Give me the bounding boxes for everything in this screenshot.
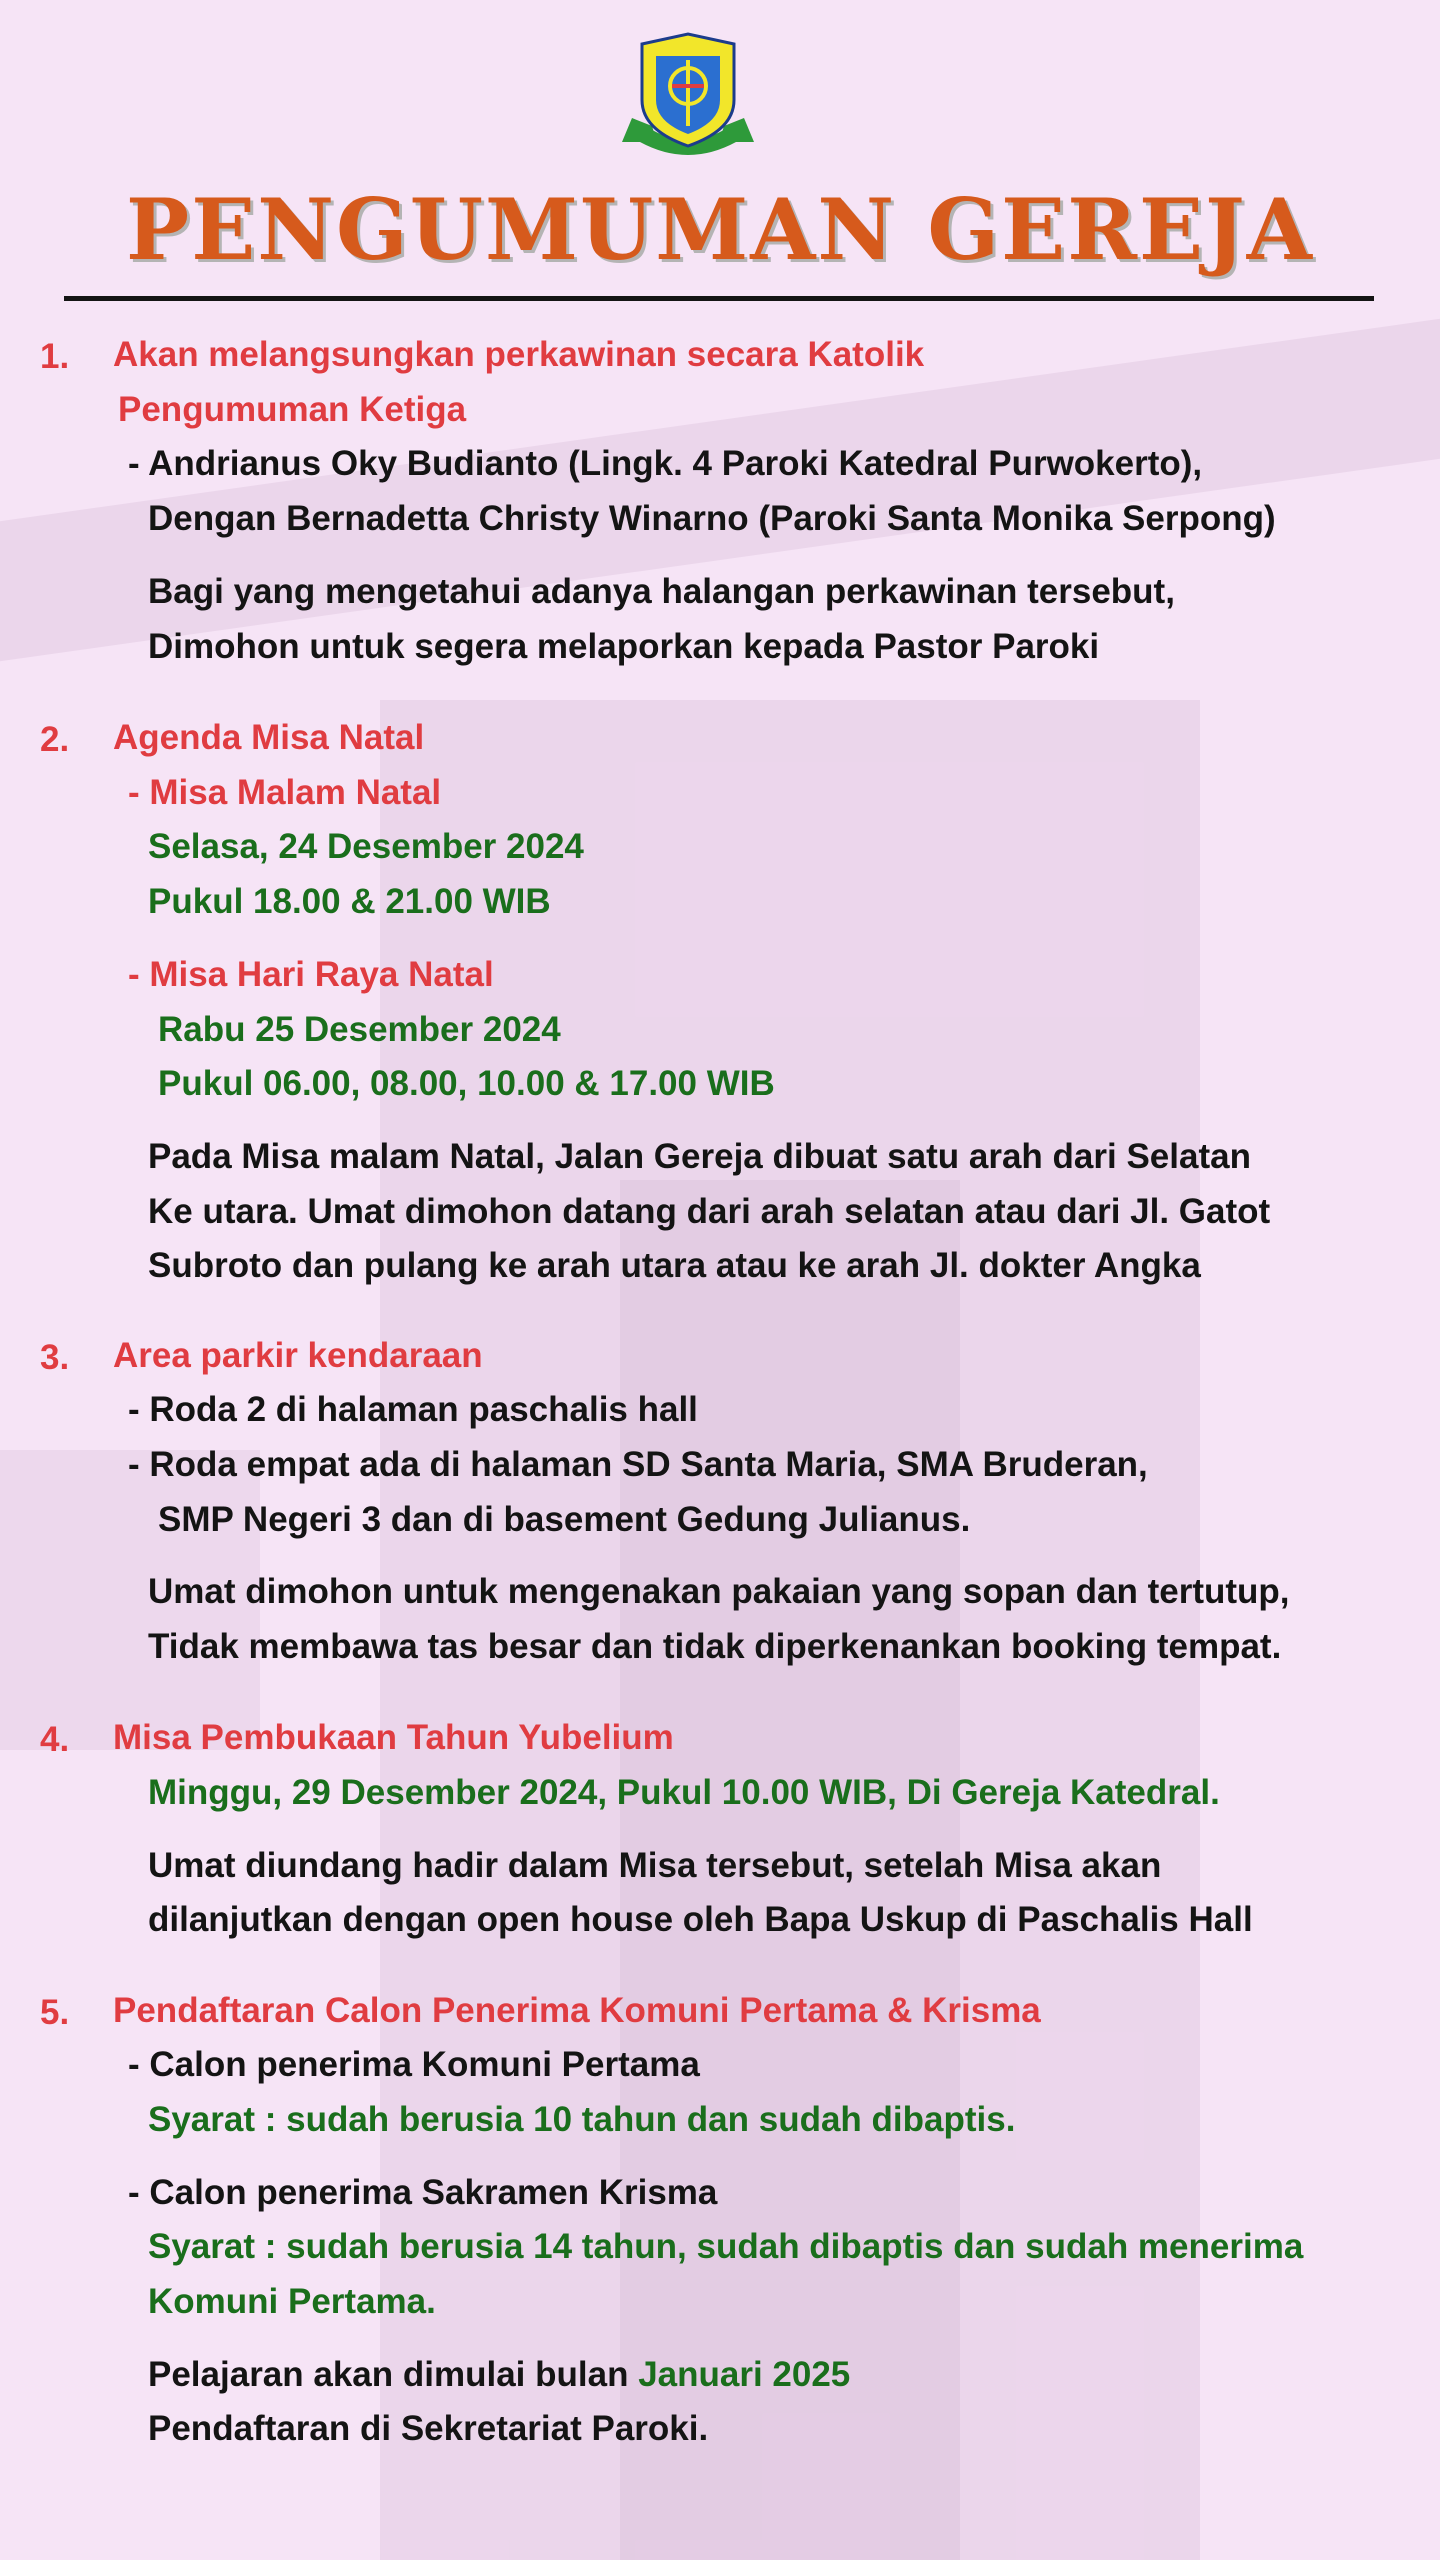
section-2-note: Pada Misa malam Natal, Jalan Gereja dibuat satu arah dari Selatan [148, 1137, 1251, 1176]
section-1-line: - Andrianus Oky Budianto (Lingk. 4 Paroki Katedral Purwokerto), [128, 444, 1203, 483]
registration-place: Pendaftaran di Sekretariat Paroki. [148, 2409, 709, 2448]
section-1-heading: Akan melangsungkan perkawinan secara Katolik [113, 335, 925, 374]
section-5-number: 5. [40, 1993, 70, 2032]
page-title: PENGUMUMAN GEREJA [126, 180, 1314, 279]
candidate-label: - Calon penerima Komuni Pertama [128, 2045, 700, 2084]
candidate-label: - Calon penerima Sakramen Krisma [128, 2173, 718, 2212]
section-2-note: Subroto dan pulang ke arah utara atau ke arah Jl. dokter Angka [148, 1246, 1201, 1285]
section-2-heading: Agenda Misa Natal [113, 718, 425, 757]
class-start-prefix: Pelajaran akan dimulai bulan [148, 2355, 629, 2394]
section-4-number: 4. [40, 1720, 70, 1759]
section-4-heading: Misa Pembukaan Tahun Yubelium [113, 1718, 674, 1757]
section-3-note: Tidak membawa tas besar dan tidak diperkenankan booking tempat. [148, 1627, 1282, 1666]
section-5-heading: Pendaftaran Calon Penerima Komuni Pertama & Krisma [113, 1991, 1041, 2030]
section-1-number: 1. [40, 337, 70, 376]
title-divider [64, 296, 1374, 301]
section-2-note: Ke utara. Umat dimohon datang dari arah selatan atau dari Jl. Gatot [148, 1192, 1271, 1231]
section-3-note: Umat dimohon untuk mengenakan pakaian yang sopan dan tertutup, [148, 1572, 1290, 1611]
section-3-number: 3. [40, 1338, 70, 1377]
mass-time: Pukul 06.00, 08.00, 10.00 & 17.00 WIB [158, 1064, 775, 1103]
requirement: Komuni Pertama. [148, 2282, 436, 2321]
section-4-detail: Minggu, 29 Desember 2024, Pukul 10.00 WIB, Di Gereja Katedral. [148, 1773, 1220, 1812]
section-1-note: Dimohon untuk segera melaporkan kepada Pastor Paroki [148, 627, 1100, 666]
class-start-month: Januari 2025 [638, 2355, 851, 2394]
section-3-line: - Roda empat ada di halaman SD Santa Maria, SMA Bruderan, [128, 1445, 1148, 1484]
section-1-note: Bagi yang mengetahui adanya halangan perkawinan tersebut, [148, 572, 1175, 611]
parish-logo [612, 30, 764, 166]
mass-date: Rabu 25 Desember 2024 [158, 1010, 561, 1049]
section-3-heading: Area parkir kendaraan [113, 1336, 483, 1375]
section-3-line: - Roda 2 di halaman paschalis hall [128, 1390, 698, 1429]
mass-label: - Misa Hari Raya Natal [128, 955, 494, 994]
mass-label: - Misa Malam Natal [128, 773, 442, 812]
requirement: Syarat : sudah berusia 10 tahun dan sudah dibaptis. [148, 2100, 1016, 2139]
section-4-note: Umat diundang hadir dalam Misa tersebut, setelah Misa akan [148, 1846, 1162, 1885]
section-3-line: SMP Negeri 3 dan di basement Gedung Julianus. [158, 1500, 971, 1539]
section-4-note: dilanjutkan dengan open house oleh Bapa Uskup di Paschalis Hall [148, 1900, 1253, 1939]
class-start [148, 2357, 850, 2392]
mass-time: Pukul 18.00 & 21.00 WIB [148, 882, 551, 921]
section-2-number: 2. [40, 720, 70, 759]
section-1-line: Dengan Bernadetta Christy Winarno (Paroki Santa Monika Serpong) [148, 499, 1276, 538]
mass-date: Selasa, 24 Desember 2024 [148, 827, 584, 866]
requirement: Syarat : sudah berusia 14 tahun, sudah dibaptis dan sudah menerima [148, 2227, 1304, 2266]
section-1-subheading: Pengumuman Ketiga [118, 390, 467, 429]
